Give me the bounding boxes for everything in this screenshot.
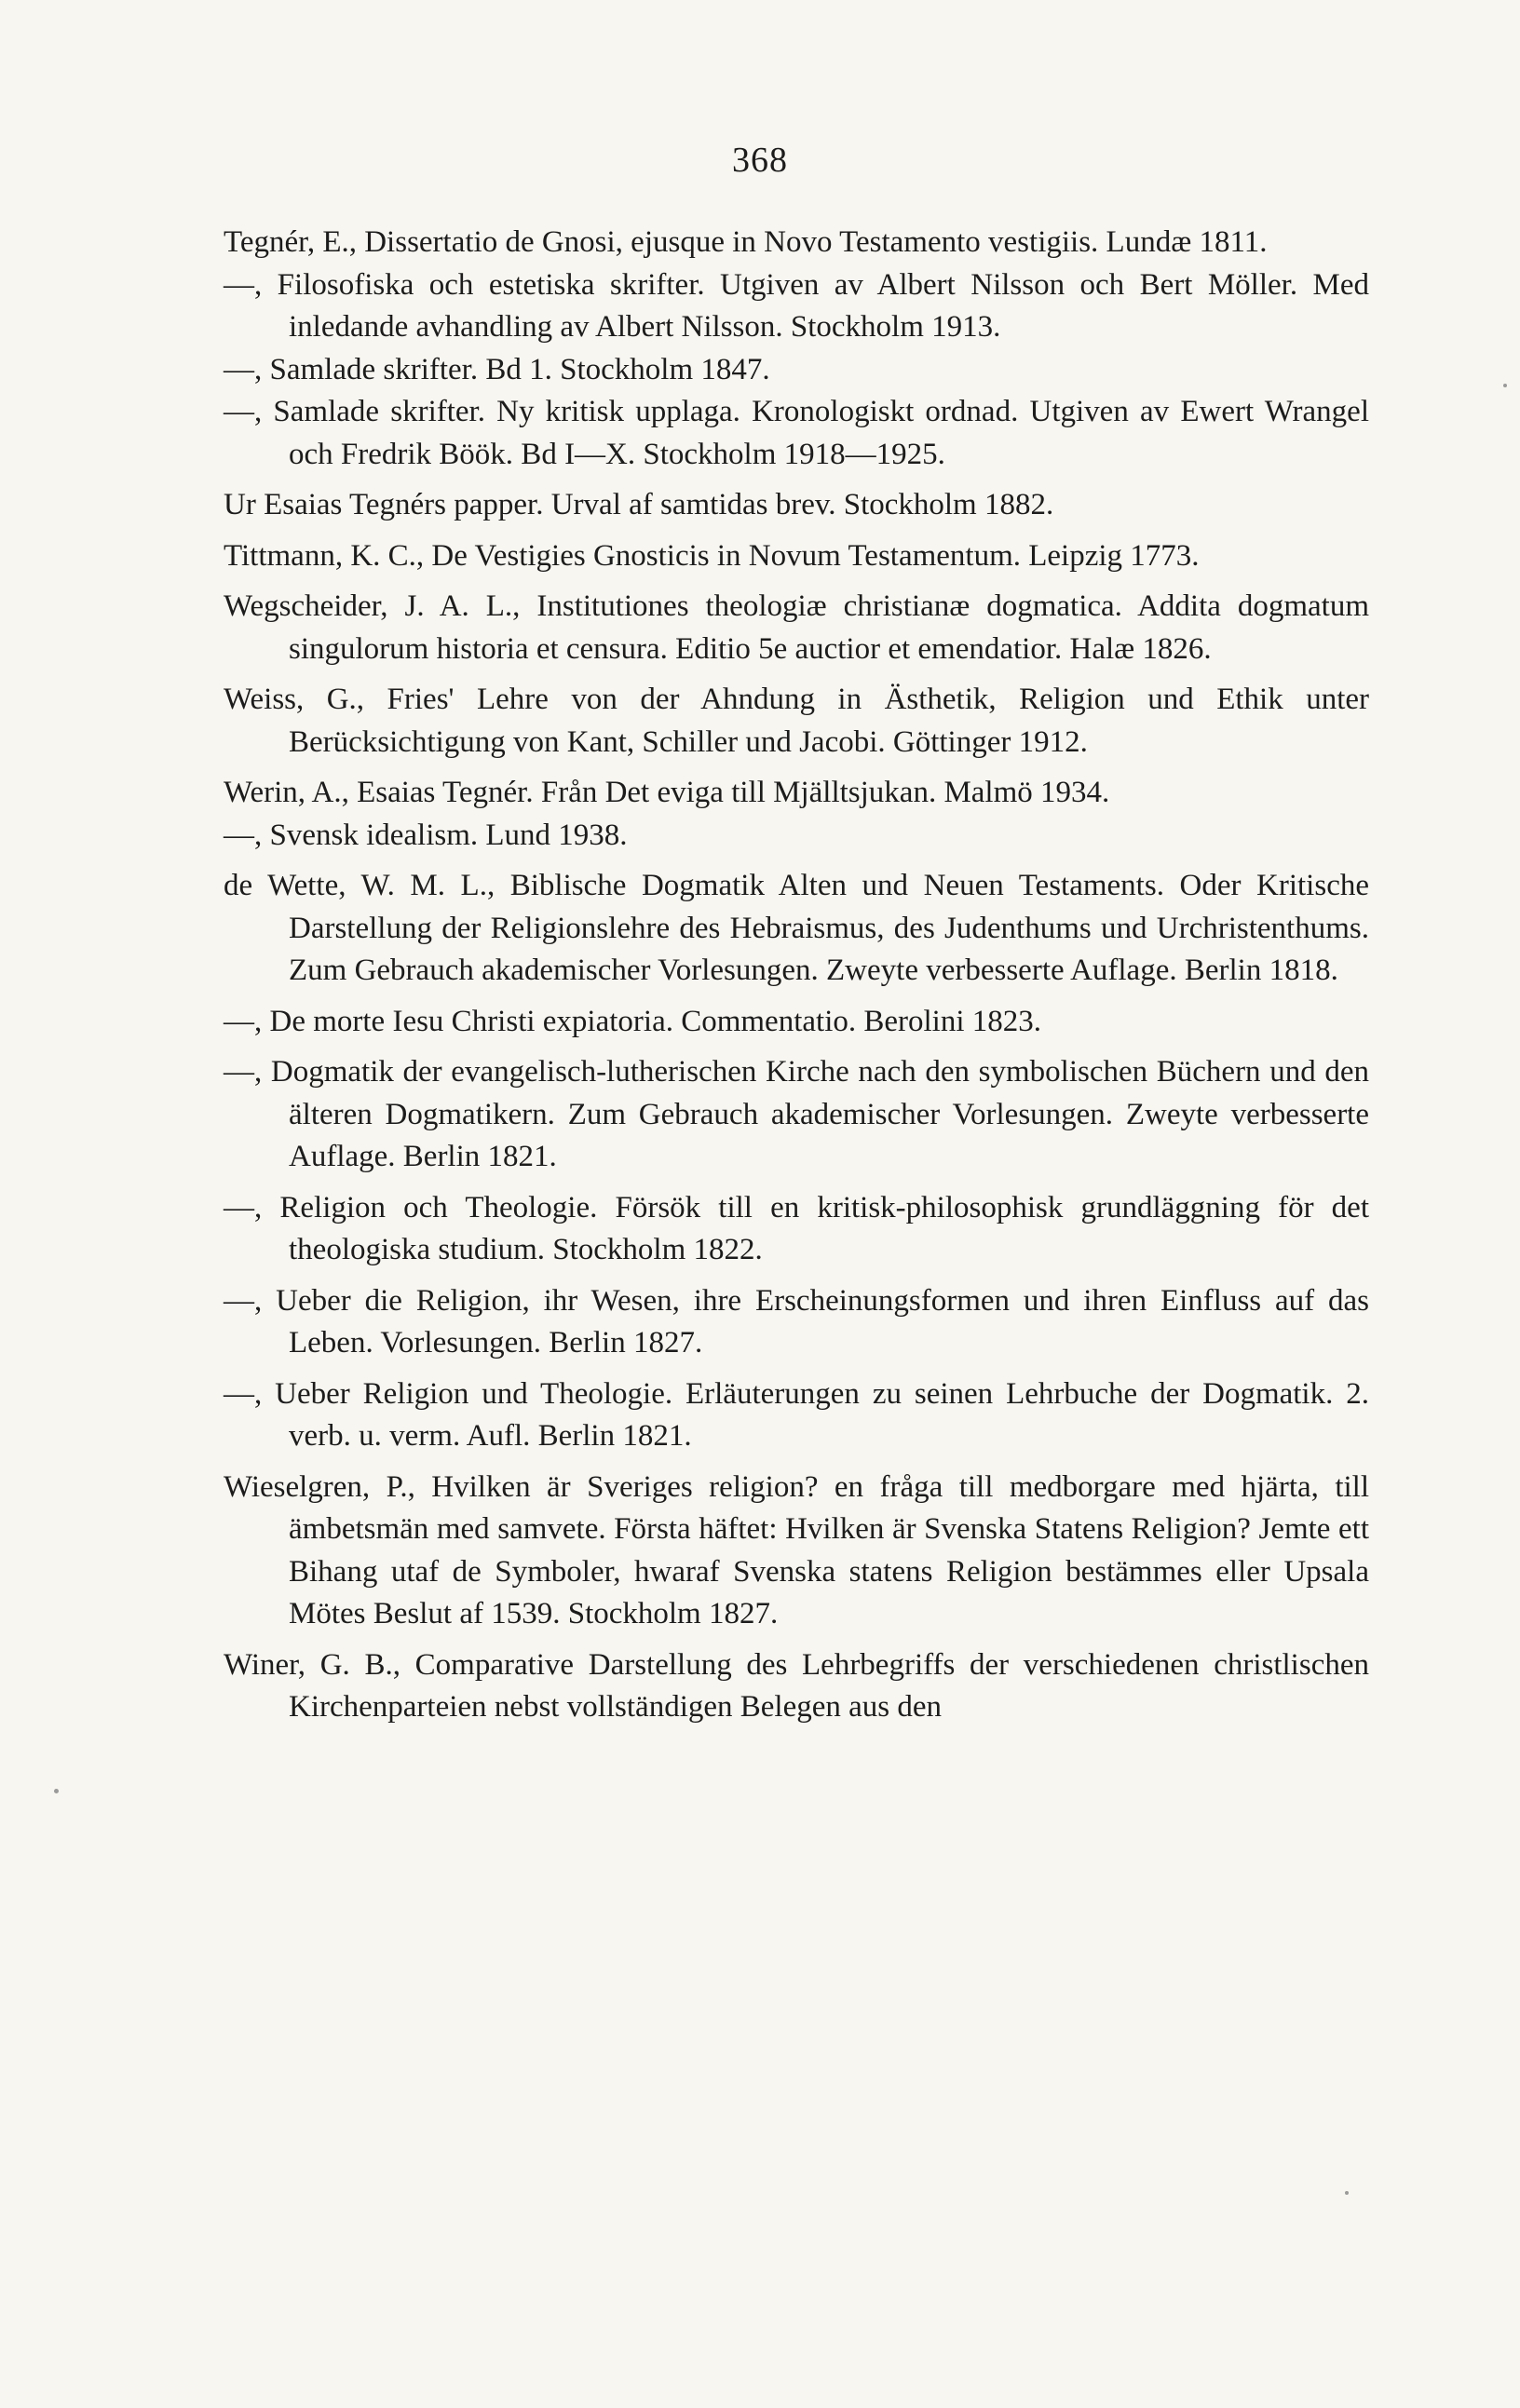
paper-speck [54,1789,59,1793]
bibliography-entry: Wieselgren, P., Hvilken är Sveriges religion? en fråga till medborgare med hjärta, till ämbetsmän med samvete. Första häftet: Hvilken är Svenska Statens Religion? Jemte ett Bihang utaf de Symboler, hwaraf Svenska statens Religion bestämmes eller Upsala Mötes Beslut af 1539. Stockholm 1827. [224,1469,1369,1630]
bibliography-entry: —, Ueber Religion und Theologie. Erläuterungen zu seinen Lehrbuche der Dogmatik. 2. verb. u. verm. Aufl. Berlin 1821. [224,1376,1369,1453]
bibliography-entry: Tittmann, K. C., De Vestigies Gnosticis in Novum Testamentum. Leipzig 1773. [224,538,1200,573]
bibliography-entry: —, Dogmatik der evangelisch-lutherischen Kirche nach den symbolischen Büchern und den älteren Dogmatikern. Zum Gebrauch akademischer Vorlesungen. Zweyte verbesserte Auflage. Berlin 1821. [224,1055,1369,1173]
bibliography-entry: Tegnér, E., Dissertatio de Gnosi, ejusque in Novo Testamento vestigiis. Lundæ 1811. [224,225,1268,259]
bibliography-entry: de Wette, W. M. L., Biblische Dogmatik Alten und Neuen Testaments. Oder Kritische Darstellung der Religionslehre des Hebraismus, des Judenthums und Urchristenthums. Zum Gebrauch akademischer Vorlesungen. Zweyte verbesserte Auflage. Berlin 1818. [224,869,1369,987]
bibliography-entry: —, Religion och Theologie. Försök till en kritisk-philosophisk grundläggning för det theologiska studium. Stockholm 1822. [224,1190,1369,1266]
bibliography-entry: —, Samlade skrifter. Bd 1. Stockholm 1847. [224,352,770,386]
bibliography-entry: Winer, G. B., Comparative Darstellung des Lehrbegriffs der verschiedenen christlischen Kirchenparteien nebst vollständigen Belegen aus den [224,1647,1369,1724]
bibliography-entry: —, Ueber die Religion, ihr Wesen, ihre Erscheinungsformen und ihren Einfluss auf das Leben. Vorlesungen. Berlin 1827. [224,1283,1369,1360]
bibliography-entry: —, De morte Iesu Christi expiatoria. Commentatio. Berolini 1823. [224,1004,1042,1038]
bibliography-entry: —, Svensk idealism. Lund 1938. [224,818,628,852]
bibliography-entry: Weiss, G., Fries' Lehre von der Ahndung in Ästhetik, Religion und Ethik unter Berücksichtigung von Kant, Schiller und Jacobi. Göttinger 1912. [224,683,1369,759]
bibliography-entry: Wegscheider, J. A. L., Institutiones theologiæ christianæ dogmatica. Addita dogmatum singulorum historia et censura. Editio 5e auctior et emendatior. Halæ 1826. [224,589,1369,666]
bibliography-entry: Ur Esaias Tegnérs papper. Urval af samtidas brev. Stockholm 1882. [224,488,1054,521]
bibliography-entry: Werin, A., Esaias Tegnér. Från Det eviga till Mjälltsjukan. Malmö 1934. [224,776,1110,809]
bibliography-entry: —, Samlade skrifter. Ny kritisk upplaga. Kronologiskt ordnad. Utgiven av Ewert Wrangel och Fredrik Böök. Bd I—X. Stockholm 1918—1925. [224,395,1369,471]
paper-speck [1503,384,1507,387]
page-number: 368 [732,141,788,180]
bibliography-list [224,222,1369,1729]
paper-speck [1345,2191,1349,2195]
bibliography-entry: —, Filosofiska och estetiska skrifter. Utgiven av Albert Nilsson och Bert Möller. Med inledande avhandling av Albert Nilsson. Stockholm 1913. [224,267,1369,344]
